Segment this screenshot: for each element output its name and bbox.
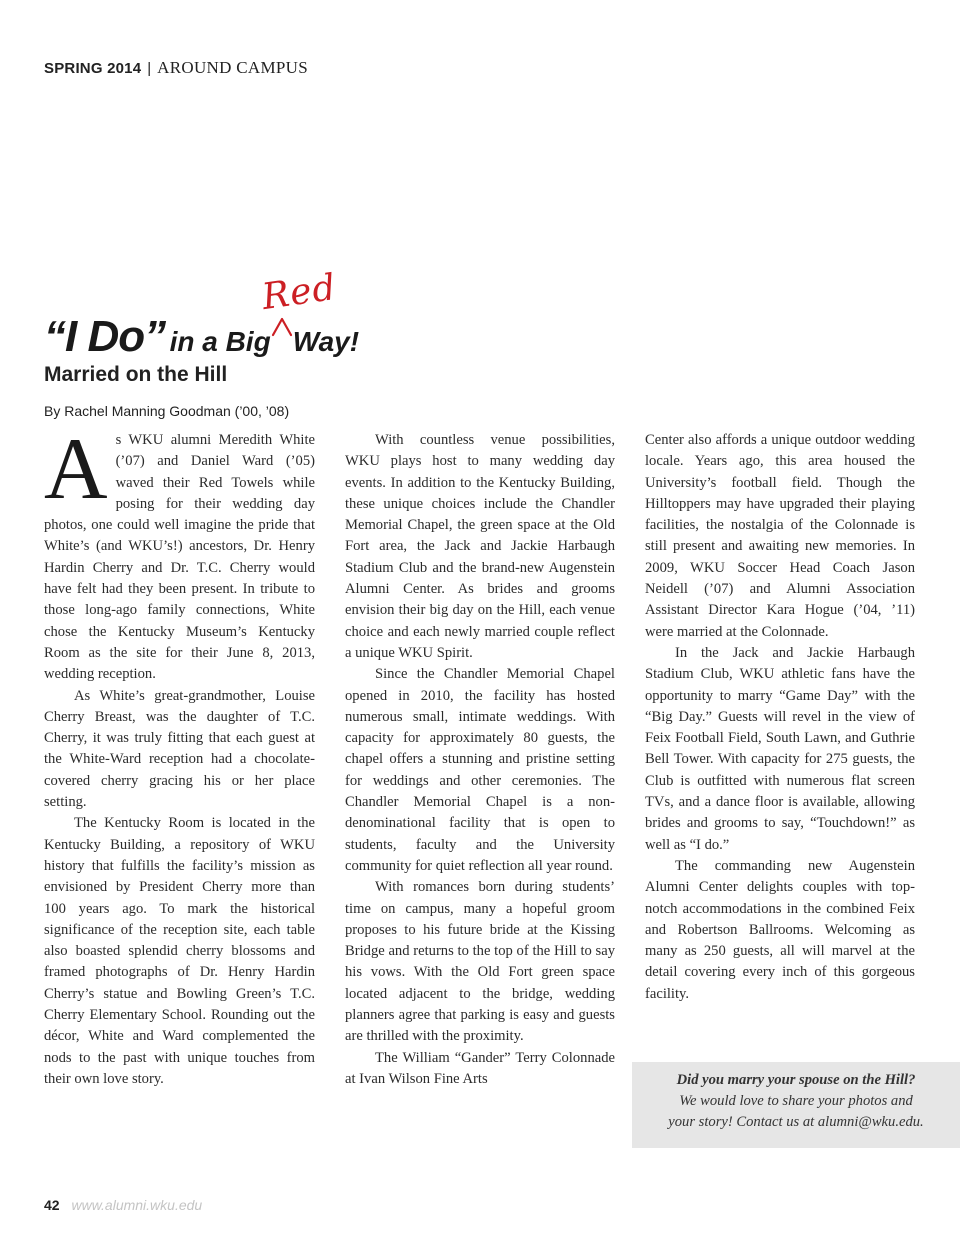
footer-url: www.alumni.wku.edu <box>71 1197 203 1213</box>
paragraph: The commanding new Augenstein Alumni Center delights couples with top-notch accommodations in the combined Feix and Robertson Ballrooms. Welcoming as many as 250 guests, all will marvel at the detail covering every inch of this gorgeous facility. <box>645 857 915 1002</box>
paragraph: With countless venue possibilities, WKU plays host to many wedding day events. In addition to the Kentucky Building, these unique choices include the Chandler Memorial Chapel, the green space at the Old Fort area, the Jack and Jackie Harbaugh Stadium Club and the brand-new Augenstein Alumni Center. As brides and grooms envision their big day on the Hill, each venue choice and each newly married couple reflect a unique WKU Spirit. <box>345 432 615 661</box>
handwritten-red-insert: Red <box>259 267 339 318</box>
paragraph: As White’s great-grandmother, Louise Cherry Breast, was the daughter of T.C. Cherry, it was truly fitting that each guest at the White-Ward reception had a chocolate-covered cherry gracing his or her place setting. <box>44 687 315 811</box>
callout-contact: your story! Contact us at alumni@wku.edu. <box>668 1114 924 1130</box>
paragraph: In the Jack and Jackie Harbaugh Stadium Club, WKU athletic fans have the opportunity to marry “Game Day” with the “Big Day.” Guests will revel in the view of Feix Football Field, South Lawn, and Guthrie Bell Tower. With capacity for 275 guests, the Club is outfitted with numerous flat screen TVs, and a dance floor is available, allowing brides and grooms to say, “Touchdown!” as well as “I do.” <box>645 644 915 853</box>
title-quote: “I Do” <box>44 312 166 361</box>
paragraph: The William “Gander” Terry Colonnade at Ivan Wilson Fine Arts <box>345 1049 615 1087</box>
title-end: Way! <box>292 326 360 357</box>
running-header <box>44 58 308 78</box>
paragraph: Center also affords a unique outdoor wedding locale. Years ago, this area housed the University’s football field. Though the Hilltoppers may have upgraded their playing facilities, the nostalgia of the Colonnade is still present and awaiting new memories. In 2009, WKU Soccer Head Coach Jason Neidell (’07) and Alumni Association Assistant Director Kara Hogue (’04, ’11) were married at the Colonnade. <box>645 432 915 640</box>
article-column-1 <box>44 421 315 1090</box>
byline: By Rachel Manning Goodman (’00, ’08) <box>44 403 290 419</box>
insert-caret-icon <box>271 321 293 351</box>
issue-label: SPRING 2014 <box>44 60 142 77</box>
title-middle: in a Big <box>169 326 271 357</box>
callout-question: Did you marry your spouse on the Hill? <box>676 1072 916 1088</box>
section-label: AROUND CAMPUS <box>157 58 308 77</box>
header-separator: | <box>147 60 152 77</box>
article-subtitle: Married on the Hill <box>44 363 228 386</box>
page-footer <box>44 1197 202 1213</box>
callout-box <box>632 1062 960 1148</box>
paragraph: Since the Chandler Memorial Chapel opened in 2010, the facility has hosted numerous small, intimate weddings. With capacity for approximately 80 guests, the chapel offers a stunning and pristine setting for weddings and other ceremonies. The Chandler Memorial Chapel is a non-denominational facility that is open to students, faculty and the University community for quiet reflection all year round. <box>345 666 615 874</box>
paragraph: With romances born during students’ time on campus, many a hopeful groom proposes to his future bride at the Kissing Bridge and returns to the top of the Hill to say his vows. With the Old Fort green space located adjacent to the bridge, wedding planners agree that parking is easy and guests are thrilled with the proximity. <box>345 879 615 1045</box>
article-title <box>44 312 359 362</box>
article-column-3 <box>645 430 915 1005</box>
drop-cap: A <box>44 421 108 518</box>
paragraph: The Kentucky Room is located in the Kentucky Building, a repository of WKU history that fulfills the facility’s mission as envisioned by President Cherry more than 100 years ago. To mark the historical significance of the reception site, each table also boasted splendid cherry blossoms and framed photographs of Dr. Henry Hardin Cherry’s statue and Bowling Green’s T.C. Cherry Elementary School. Rounding out the décor, White and Ward complemented the nods to the past with unique touches from their own love story. <box>44 815 315 1087</box>
paragraph <box>44 421 315 686</box>
callout-line: We would love to share your photos and <box>679 1093 913 1109</box>
page-number: 42 <box>44 1197 60 1213</box>
article-column-2 <box>345 430 615 1090</box>
paragraph-text: s WKU alumni Meredith White (’07) and Daniel Ward (’05) waved their Red Towels while posing for their wedding day photos, one could well imagine the pride that White’s (and WKU’s!) ancestors, Dr. Henry Hardin Cherry and Dr. T.C. Cherry would have felt had they been present. In tribute to those long-ago family connections, White chose the Kentucky Museum’s Kentucky Room as the site for their June 8, 2013, wedding reception. <box>44 432 315 683</box>
